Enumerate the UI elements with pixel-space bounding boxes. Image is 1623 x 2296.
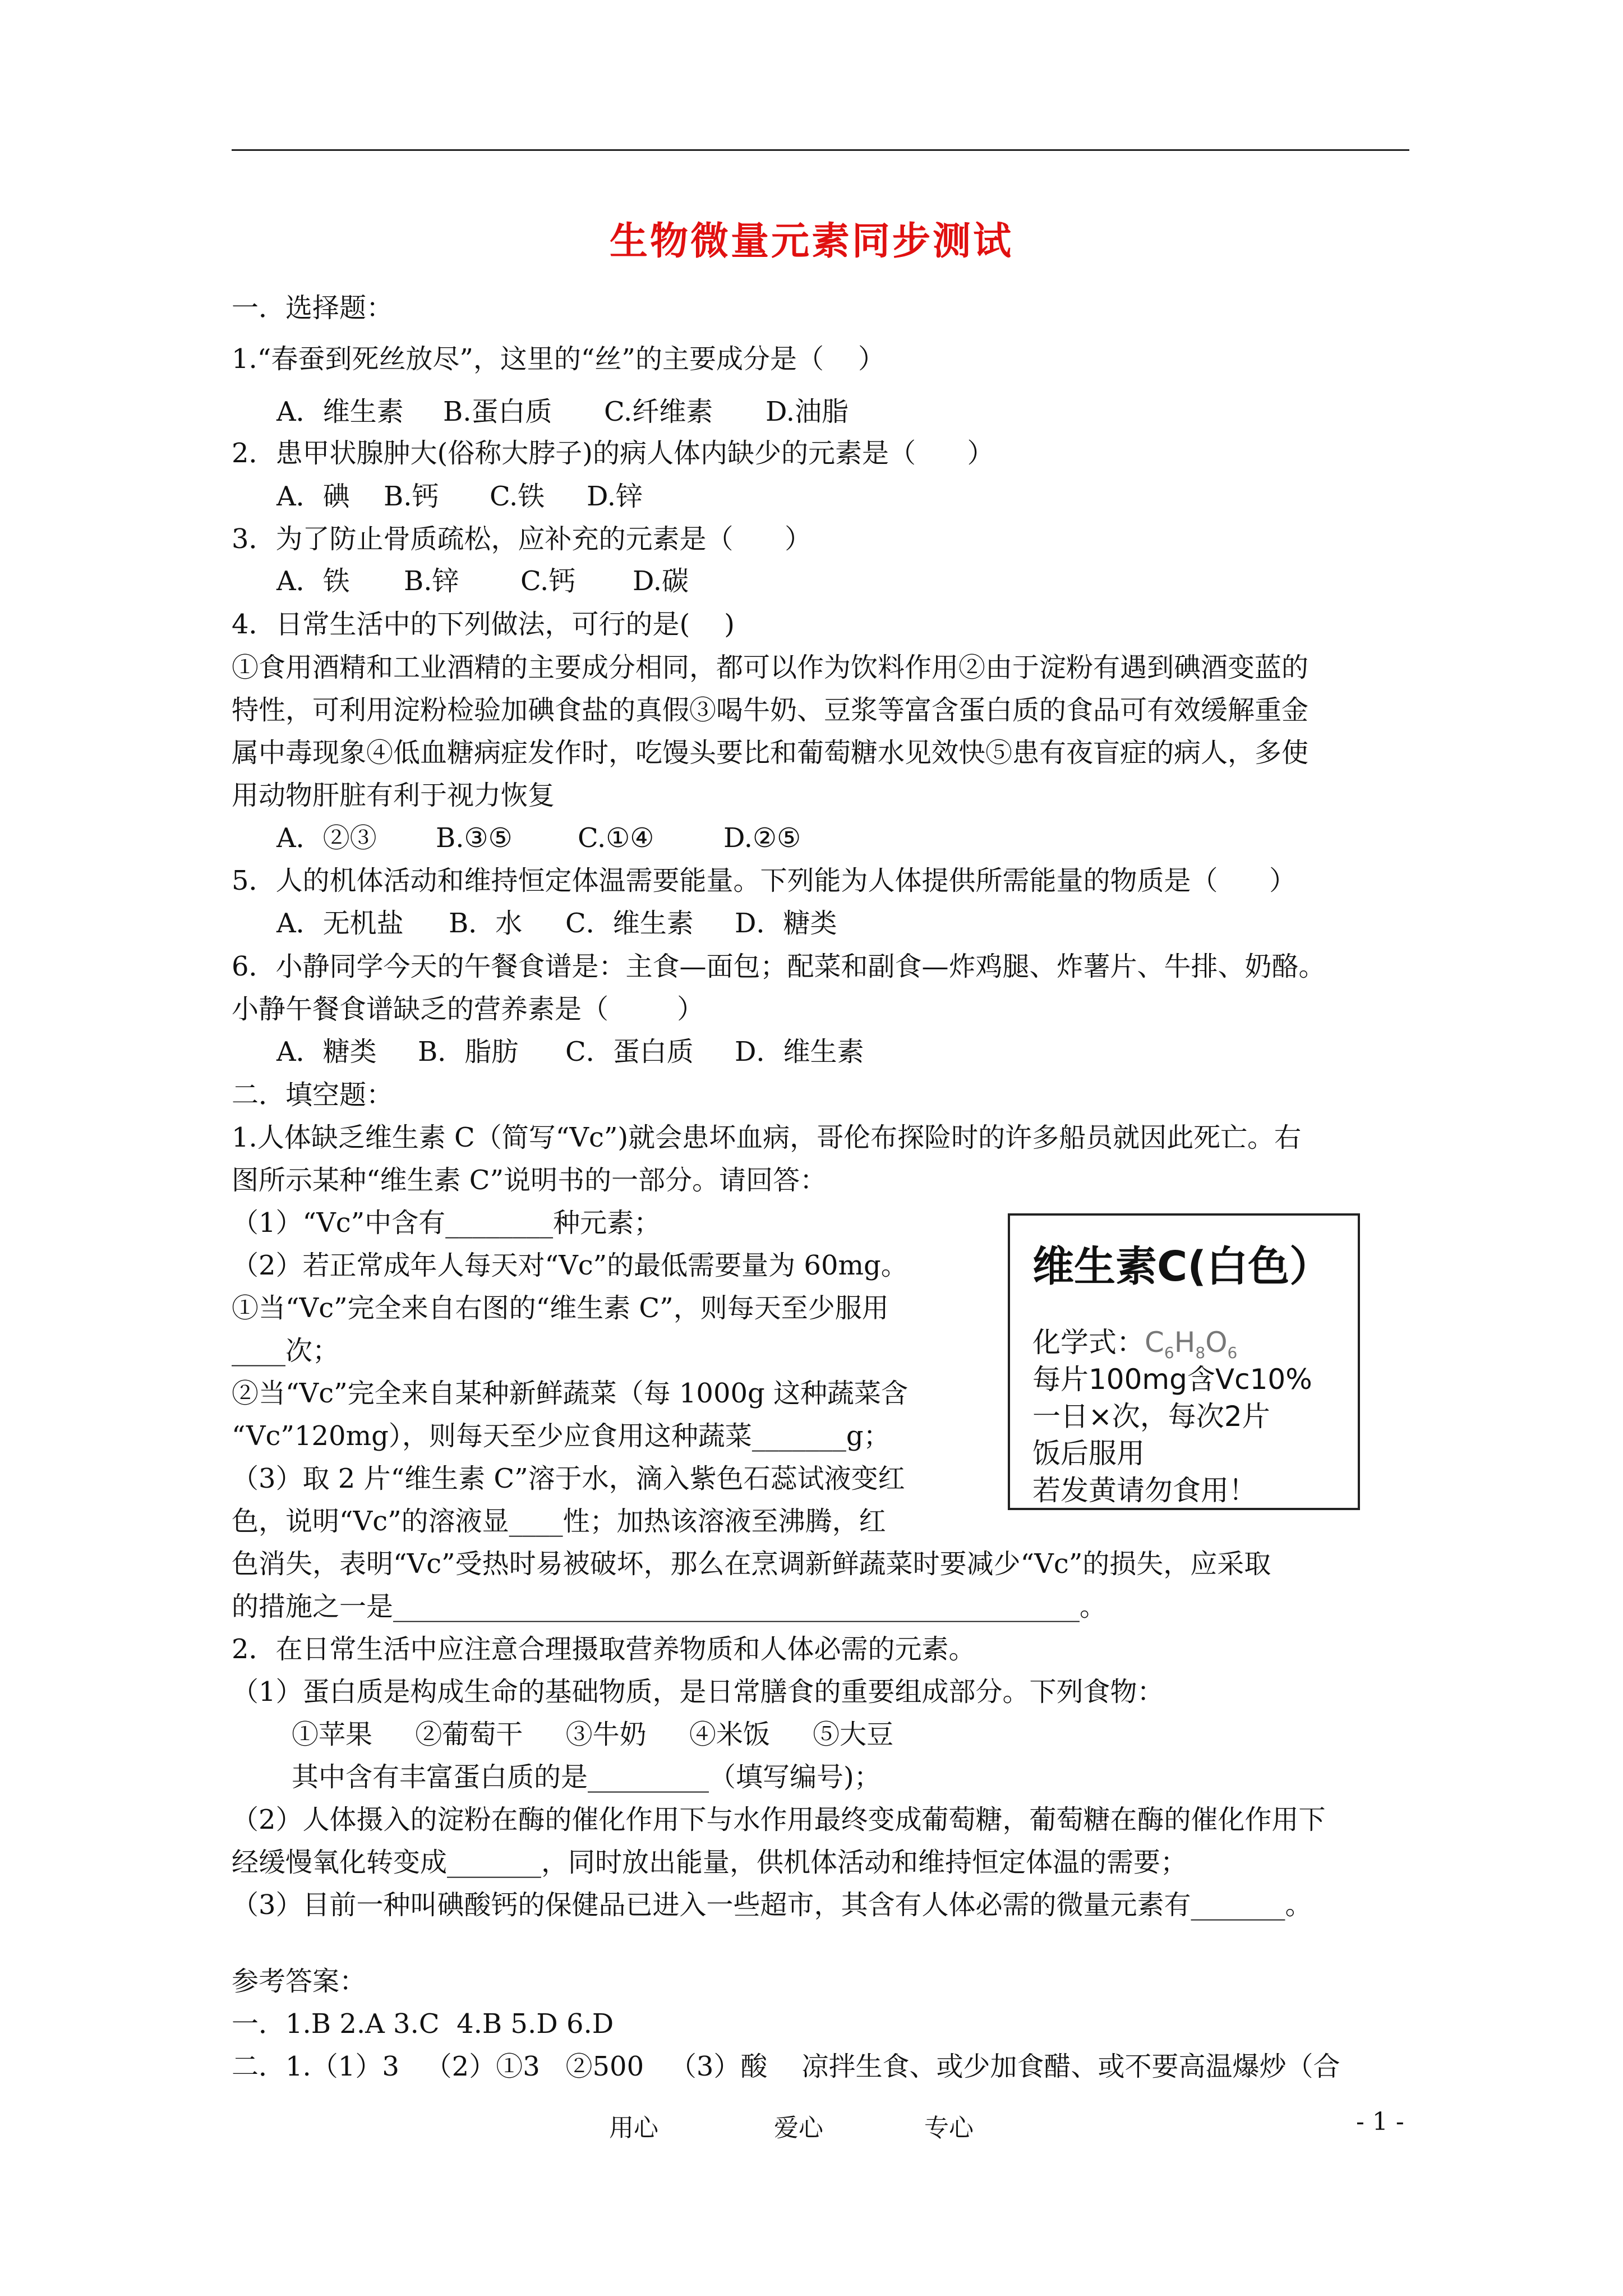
- page-title: 生物微量元素同步测试: [609, 219, 1013, 264]
- vitamin-c-label-box: [1008, 1213, 1360, 1510]
- label-usage-row: 饭后服用: [1032, 1437, 1145, 1470]
- q4-stem: 4．日常生活中的下列做法，可行的是( ): [232, 609, 735, 640]
- label-dose-row: 每片100mg含Vc10%: [1032, 1363, 1312, 1396]
- fill-q1-line: 色消失，表明“Vc”受热时易被破坏，那么在烹调新鲜蔬菜时要减少“Vc”的损失，应采取: [232, 1548, 1271, 1580]
- q1-stem: 1.“春蚕到死丝放尽”，这里的“丝”的主要成分是（ ）: [232, 343, 885, 375]
- fill-q1-line: ____次；: [232, 1335, 340, 1366]
- fill-q2-line: 2．在日常生活中应注意合理摄取营养物质和人体必需的元素。: [232, 1634, 976, 1665]
- fill-q2-line: （3）目前一种叫碘酸钙的保健品已进入一些超市，其含有人体必需的微量元素有_______。: [232, 1889, 1312, 1921]
- q6-option-d: D．维生素: [735, 1036, 864, 1068]
- fill-q1-line: ①当“Vc”完全来自右图的“维生素 C”，则每天至少服用: [232, 1292, 889, 1324]
- q4-option-b: B.③⑤: [436, 822, 513, 854]
- section1-heading: 一．选择题：: [232, 292, 394, 324]
- answers-line: 一．1.B 2.A 3.C 4.B 5.D 6.D: [232, 2008, 614, 2040]
- q5-option-d: D．糖类: [735, 908, 837, 939]
- q1-option-d: D.油脂: [766, 396, 849, 427]
- q5-option-a: A．无机盐: [276, 908, 404, 939]
- fill-q1-line: 的措施之一是___________________________________________________。: [232, 1591, 1107, 1622]
- fill-q2-line: 经缓慢氧化转变成_______，同时放出能量，供机体活动和维持恒定体温的需要；: [232, 1847, 1188, 1878]
- answers-heading: 参考答案：: [232, 1966, 367, 1997]
- q5-option-b: B．水: [449, 908, 523, 939]
- fill-q1-line: ②当“Vc”完全来自某种新鲜蔬菜（每 1000g 这种蔬菜含: [232, 1378, 909, 1409]
- chemical-formula: $C_6H_8O_6$: [1145, 1326, 1238, 1362]
- fill-q1-line: （1）“Vc”中含有________种元素；: [232, 1207, 661, 1239]
- fill-q1-line: （2）若正常成年人每天对“Vc”的最低需要量为 60mg。: [232, 1250, 908, 1281]
- q4-option-c: C.①④: [578, 822, 654, 854]
- fill-q2-food-list: ①苹果 ②葡萄干 ③牛奶 ④米饭 ⑤大豆: [292, 1719, 894, 1750]
- answers-line: 二．1.（1）3 （2）①3 ②500 （3）酸 凉拌生食、或少加食醋、或不要高温爆炒（合: [232, 2051, 1340, 2082]
- fill-q1-line: 1.人体缺乏维生素 C（简写“Vc”)就会患坏血病，哥伦布探险时的许多船员就因此死亡。右: [232, 1122, 1302, 1153]
- q3-option-c: C.钙: [520, 565, 576, 597]
- fill-q2-line: 其中含有丰富蛋白质的是_________（填写编号)；: [292, 1761, 881, 1793]
- label-frequency-row: 一日×次，每次2片: [1032, 1400, 1270, 1433]
- q2-option-c: C.铁: [490, 481, 545, 512]
- q4-body-line: 用动物肝脏有利于视力恢复: [232, 780, 555, 811]
- q2-option-b: B.钙: [384, 481, 439, 512]
- page-number: - 1 -: [1356, 2108, 1404, 2136]
- q4-option-d: D.②⑤: [723, 822, 801, 854]
- header-rule: [232, 149, 1409, 151]
- label-warning-row: 若发黄请勿食用！: [1032, 1474, 1257, 1507]
- fill-q1-line: 图所示某种“维生素 C”说明书的一部分。请回答：: [232, 1165, 827, 1196]
- q4-body-line: 属中毒现象④低血糖病症发作时，吃馒头要比和葡萄糖水见效快⑤患有夜盲症的病人，多使: [232, 737, 1309, 769]
- q6-option-a: A．糖类: [276, 1036, 377, 1068]
- q1-option-c: C.纤维素: [604, 396, 713, 427]
- q2-option-a: A．碘: [276, 481, 350, 512]
- footer-left-text: 用心: [609, 2114, 658, 2142]
- q2-option-d: D.锌: [587, 481, 643, 512]
- label-formula-prefix: 化学式：: [1032, 1326, 1145, 1359]
- q3-option-b: B.锌: [404, 565, 459, 597]
- label-title: 维生素C(白色）: [1032, 1243, 1331, 1291]
- fill-q1-line: “Vc”120mg），则每天至少应食用这种蔬菜_______g；: [232, 1420, 891, 1452]
- fill-q2-line: （1）蛋白质是构成生命的基础物质，是日常膳食的重要组成部分。下列食物：: [232, 1676, 1164, 1708]
- q2-stem: 2．患甲状腺肿大(俗称大脖子)的病人体内缺少的元素是（ ）: [232, 438, 994, 469]
- q1-option-a: A．维生素: [276, 396, 404, 427]
- q3-stem: 3．为了防止骨质疏松，应补充的元素是（ ）: [232, 523, 812, 555]
- q3-option-a: A．铁: [276, 565, 350, 597]
- label-formula-row: [1032, 1320, 1237, 1362]
- q6-stem-line2: 小静午餐食谱缺乏的营养素是（ ）: [232, 993, 704, 1025]
- q6-option-b: B．脂肪: [418, 1036, 519, 1068]
- fill-q1-line: 色，说明“Vc”的溶液显____性；加热该溶液至沸腾，红: [232, 1506, 886, 1537]
- fill-q1-line: （3）取 2 片“维生素 C”溶于水，滴入紫色石蕊试液变红: [232, 1463, 905, 1494]
- q3-option-d: D.碳: [633, 565, 689, 597]
- q6-option-c: C．蛋白质: [565, 1036, 694, 1068]
- q4-option-a: A．②③: [276, 822, 377, 854]
- section2-heading: 二．填空题：: [232, 1079, 394, 1111]
- footer-mid-text: 爱心: [774, 2114, 823, 2142]
- q6-stem: 6．小静同学今天的午餐食谱是：主食—面包；配菜和副食—炸鸡腿、炸薯片、牛排、奶酪。: [232, 951, 1326, 982]
- q5-stem: 5．人的机体活动和维持恒定体温需要能量。下列能为人体提供所需能量的物质是（ ）: [232, 865, 1297, 896]
- footer-right-text: 专心: [924, 2114, 974, 2142]
- q4-body-line: 特性，可利用淀粉检验加碘食盐的真假③喝牛奶、豆浆等富含蛋白质的食品可有效缓解重金: [232, 694, 1309, 726]
- q1-option-b: B.蛋白质: [443, 396, 552, 427]
- q4-body-line: ①食用酒精和工业酒精的主要成分相同，都可以作为饮料作用②由于淀粉有遇到碘酒变蓝的: [232, 652, 1309, 683]
- fill-q2-line: （2）人体摄入的淀粉在酶的催化作用下与水作用最终变成葡萄糖，葡萄糖在酶的催化作用下: [232, 1804, 1326, 1835]
- q5-option-c: C．维生素: [565, 908, 694, 939]
